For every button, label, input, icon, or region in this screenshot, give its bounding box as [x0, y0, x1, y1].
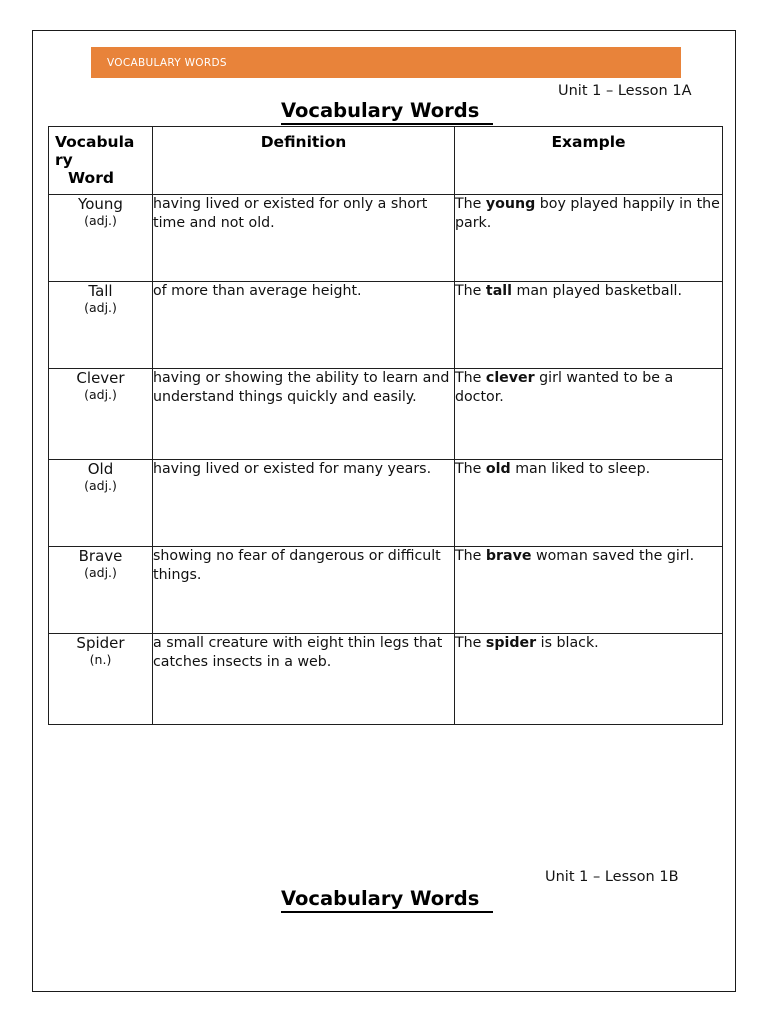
- document-page: [32, 30, 736, 992]
- example-prefix: The: [455, 370, 486, 386]
- definition-cell: having or showing the ability to learn and understand things quickly and easily.: [153, 369, 455, 460]
- example-keyword: tall: [485, 283, 512, 299]
- column-header-word: [49, 127, 153, 195]
- vocabulary-word: Tall: [88, 282, 113, 300]
- vocabulary-word-cell: [49, 369, 153, 460]
- vocabulary-word-cell: [49, 195, 153, 282]
- column-header-word-line3: Word: [68, 168, 114, 187]
- example-cell: [455, 195, 723, 282]
- column-header-word-line1: Vocabula: [55, 133, 135, 151]
- column-header-definition: [153, 127, 455, 195]
- example-prefix: The: [455, 548, 486, 564]
- unit-lesson-label-top: Unit 1 – Lesson 1A: [558, 83, 692, 99]
- definition-cell: of more than average height.: [153, 282, 455, 369]
- column-header-word-text: [49, 127, 152, 187]
- page-title-bottom: Vocabulary Words: [281, 887, 493, 913]
- example-suffix: man liked to sleep.: [510, 461, 651, 477]
- definition-cell: a small creature with eight thin legs that catches insects in a web.: [153, 634, 455, 725]
- example-keyword: spider: [485, 635, 537, 651]
- vocabulary-word: Clever: [76, 369, 125, 387]
- example-keyword: old: [485, 461, 511, 477]
- table-row: [49, 634, 723, 725]
- part-of-speech: (adj.): [84, 387, 117, 402]
- part-of-speech: (adj.): [84, 565, 117, 580]
- table-body: [49, 195, 723, 725]
- table-header-row: [49, 127, 723, 195]
- table-row: [49, 369, 723, 460]
- vocabulary-word-cell: [49, 634, 153, 725]
- definition-cell: showing no fear of dangerous or difficult things.: [153, 547, 455, 634]
- unit-lesson-label-bottom: Unit 1 – Lesson 1B: [545, 869, 679, 885]
- vocabulary-word: Brave: [78, 547, 123, 565]
- example-suffix: man played basketball.: [512, 283, 682, 299]
- part-of-speech: (n.): [89, 652, 112, 667]
- table-header: [49, 127, 723, 195]
- vocabulary-word: Old: [87, 460, 114, 478]
- table-row: [49, 547, 723, 634]
- table-row: [49, 460, 723, 547]
- column-header-definition-text: Definition: [260, 133, 347, 151]
- table-row: [49, 282, 723, 369]
- vocabulary-word-cell: [49, 282, 153, 369]
- column-header-example-text: Example: [551, 133, 626, 151]
- example-prefix: The: [455, 635, 486, 651]
- example-suffix: girl wanted to be a doctor.: [455, 370, 674, 406]
- example-keyword: young: [485, 196, 536, 212]
- example-cell: [455, 460, 723, 547]
- example-prefix: The: [455, 461, 486, 477]
- vocabulary-word-cell: [49, 460, 153, 547]
- vocabulary-table: [48, 126, 723, 725]
- part-of-speech: (adj.): [84, 300, 117, 315]
- table-row: [49, 195, 723, 282]
- example-suffix: boy played happily in the park.: [455, 196, 720, 232]
- column-header-example: [455, 127, 723, 195]
- example-prefix: The: [455, 283, 486, 299]
- example-cell: [455, 282, 723, 369]
- banner-label: VOCABULARY WORDS: [107, 56, 227, 69]
- definition-cell: having lived or existed for many years.: [153, 460, 455, 547]
- example-cell: [455, 547, 723, 634]
- vocabulary-word: Spider: [76, 634, 125, 652]
- part-of-speech: (adj.): [84, 213, 117, 228]
- example-cell: [455, 369, 723, 460]
- example-prefix: The: [455, 196, 486, 212]
- column-header-word-line2: ry: [55, 150, 73, 169]
- example-keyword: brave: [485, 548, 532, 564]
- example-keyword: clever: [485, 370, 535, 386]
- orange-header-banner: [91, 47, 681, 78]
- definition-cell: having lived or existed for only a short time and not old.: [153, 195, 455, 282]
- page-title-top: Vocabulary Words: [281, 99, 493, 125]
- example-cell: [455, 634, 723, 725]
- part-of-speech: (adj.): [84, 478, 117, 493]
- vocabulary-word-cell: [49, 547, 153, 634]
- vocabulary-word: Young: [78, 195, 123, 213]
- example-suffix: woman saved the girl.: [531, 548, 695, 564]
- example-suffix: is black.: [536, 635, 599, 651]
